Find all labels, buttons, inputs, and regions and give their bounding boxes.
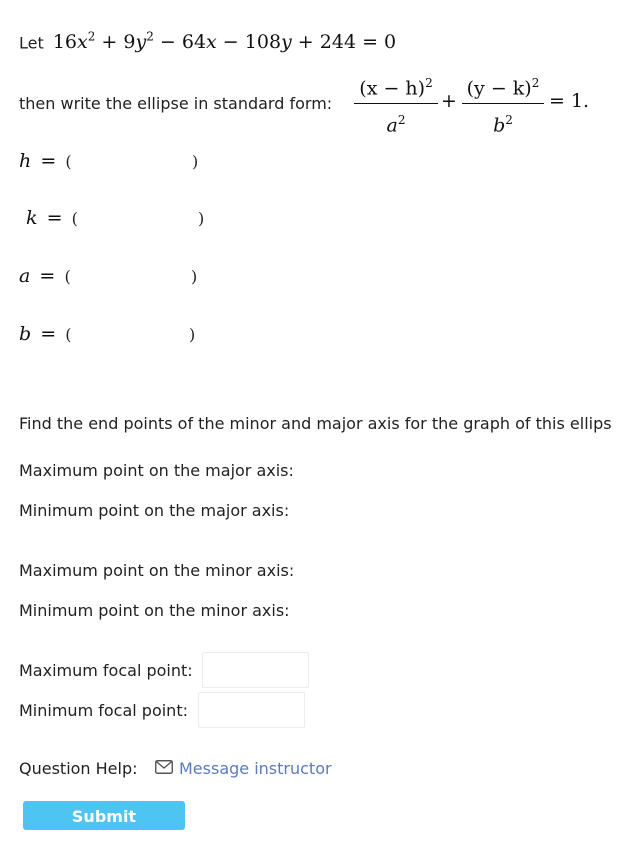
standard-form-fraction-y: $(y - k)^2$ $b^2$ [462, 72, 544, 137]
param-equals: = [46, 207, 63, 229]
param-var: b [19, 323, 32, 345]
param-h-row [19, 150, 72, 172]
open-paren: ( [65, 325, 72, 344]
submit-question-button[interactable]: Submit Question [23, 801, 185, 830]
focal-min-input[interactable] [198, 692, 305, 728]
problem-equation: $16x^2 + 9y^2 - 64x - 108y + 244 = 0$ [52, 30, 397, 54]
close-paren: ) [189, 325, 196, 344]
open-paren: ( [71, 209, 78, 228]
param-k-input[interactable] [86, 209, 196, 229]
equals-one: = 1. [549, 90, 590, 112]
close-paren: ) [191, 267, 198, 286]
param-b-input[interactable] [76, 325, 186, 345]
param-a-input[interactable] [78, 267, 188, 287]
message-instructor-link[interactable]: Message instructor [179, 759, 332, 778]
close-paren: ) [198, 209, 205, 228]
close-paren: ) [192, 152, 199, 171]
param-k-row [26, 207, 78, 229]
param-equals: = [40, 150, 57, 172]
focal-max-label: Maximum focal point: [19, 661, 193, 680]
major-min-label: Minimum point on the major axis: [19, 501, 290, 520]
param-equals: = [40, 323, 57, 345]
param-b-row [19, 323, 72, 345]
major-min-input[interactable] [297, 499, 407, 519]
open-paren: ( [65, 152, 72, 171]
envelope-icon[interactable] [155, 760, 173, 774]
minor-max-input[interactable] [300, 559, 410, 579]
param-var: a [19, 265, 31, 287]
minor-max-label: Maximum point on the minor axis: [19, 561, 295, 580]
minor-min-input[interactable] [297, 599, 407, 619]
plus-sign: + [441, 90, 457, 112]
focal-min-label: Minimum focal point: [19, 701, 188, 720]
param-var: h [19, 150, 32, 172]
standard-form-prompt: then write the ellipse in standard form: [19, 94, 333, 113]
major-max-label: Maximum point on the major axis: [19, 461, 294, 480]
endpoints-prompt: Find the end points of the minor and major axis for the graph of this ellips [19, 414, 612, 433]
param-var: k [26, 207, 38, 229]
problem-equation-line [19, 30, 396, 53]
let-word: Let [19, 33, 44, 53]
param-a-row [19, 265, 71, 287]
minor-min-label: Minimum point on the minor axis: [19, 601, 290, 620]
param-equals: = [39, 265, 56, 287]
standard-form-fraction-x: $(x - h)^2$ $a^2$ [354, 72, 438, 137]
question-help-label: Question Help: [19, 759, 138, 778]
focal-max-input[interactable] [202, 652, 309, 688]
major-max-input[interactable] [300, 459, 410, 479]
open-paren: ( [64, 267, 71, 286]
param-h-input[interactable] [80, 152, 190, 172]
